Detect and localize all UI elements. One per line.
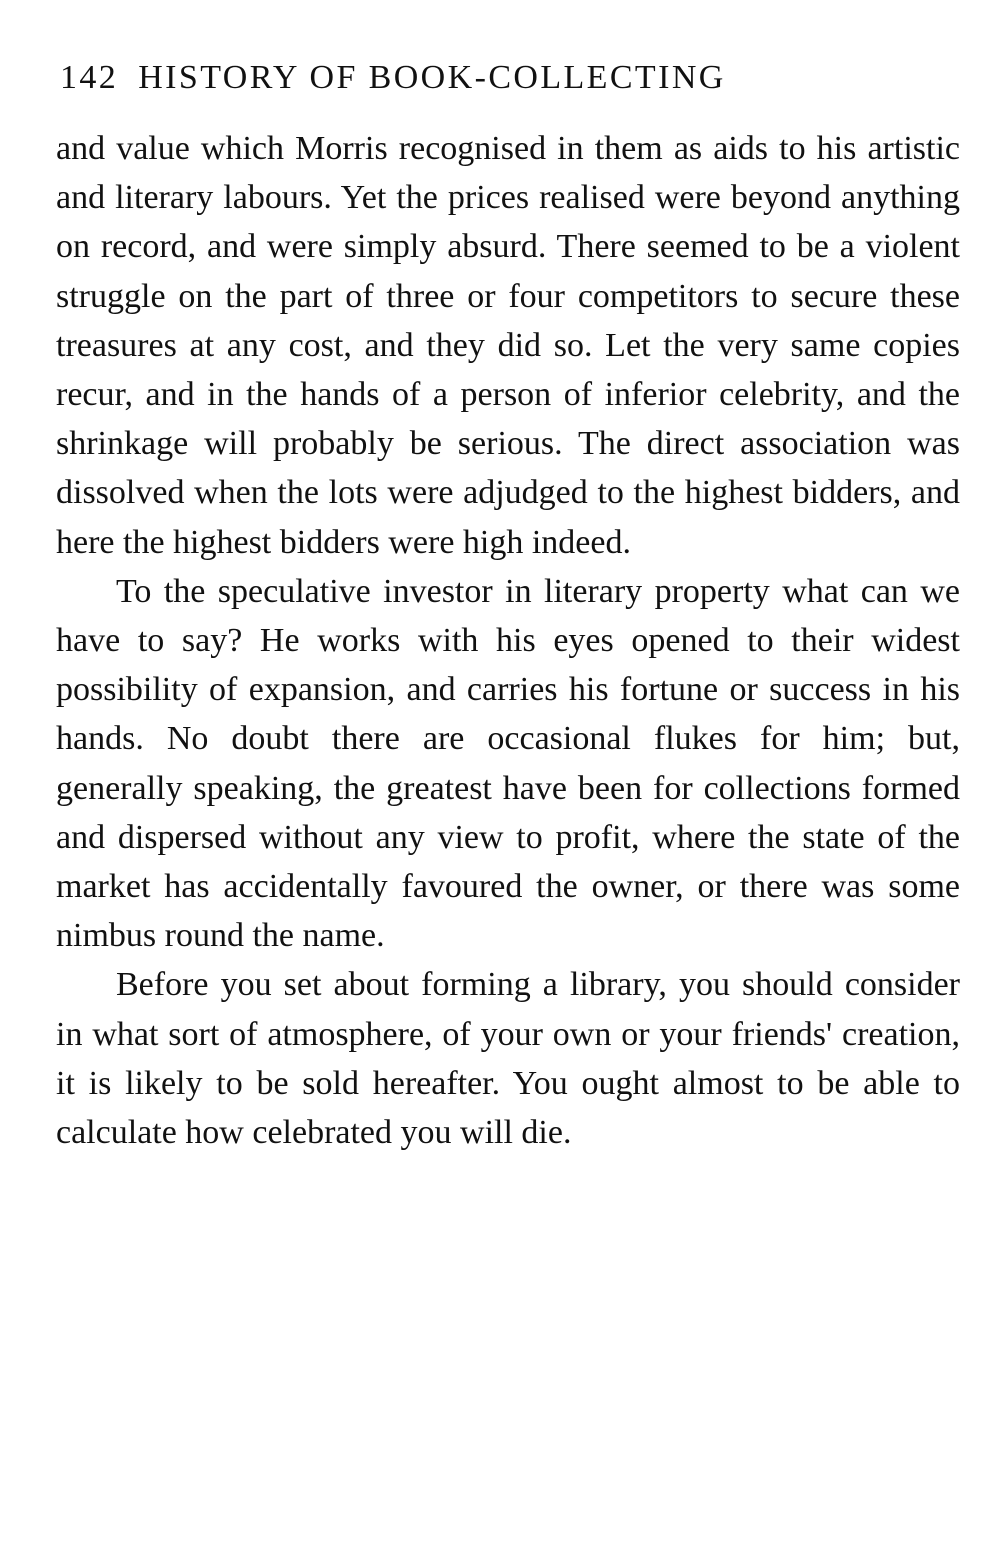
- running-head: [60, 56, 960, 100]
- body-text: [56, 124, 960, 1157]
- paragraph-continued: and value which Morris recognised in them as aids to his artistic and literary labours. Yet the prices realised were beyond anything on record, and were simply absurd. There seemed to be a violent struggle on the part of three or four competitors to secure these treasures at any cost, and they did so. Let the very same copies recur, and in the hands of a person of inferior celebrity, and the shrinkage will probably be serious. The direct association was dissolved when the lots were adjudged to the highest bidders, and here the highest bidders were high indeed.: [56, 130, 960, 561]
- page-number: 142: [60, 59, 119, 96]
- paragraph-forming-library: Before you set about forming a library, you should consider in what sort of atmosphere, of your own or your friends' creation, it is likely to be sold hereafter. You ought almost to be able to calculate how celebrated you will die.: [56, 966, 960, 1152]
- running-title: HISTORY OF BOOK-COLLECTING: [138, 59, 726, 96]
- paragraph-speculative-investor: To the speculative investor in literary property what can we have to say? He works with his eyes opened to their widest possibility of expansion, and carries his fortune or success in his hands. No doubt there are occasional flukes for him; but, generally speaking, the greatest have been for collections formed and dispersed without any view to profit, where the state of the market has accidentally favoured the owner, or there was some nimbus round the name.: [56, 572, 960, 955]
